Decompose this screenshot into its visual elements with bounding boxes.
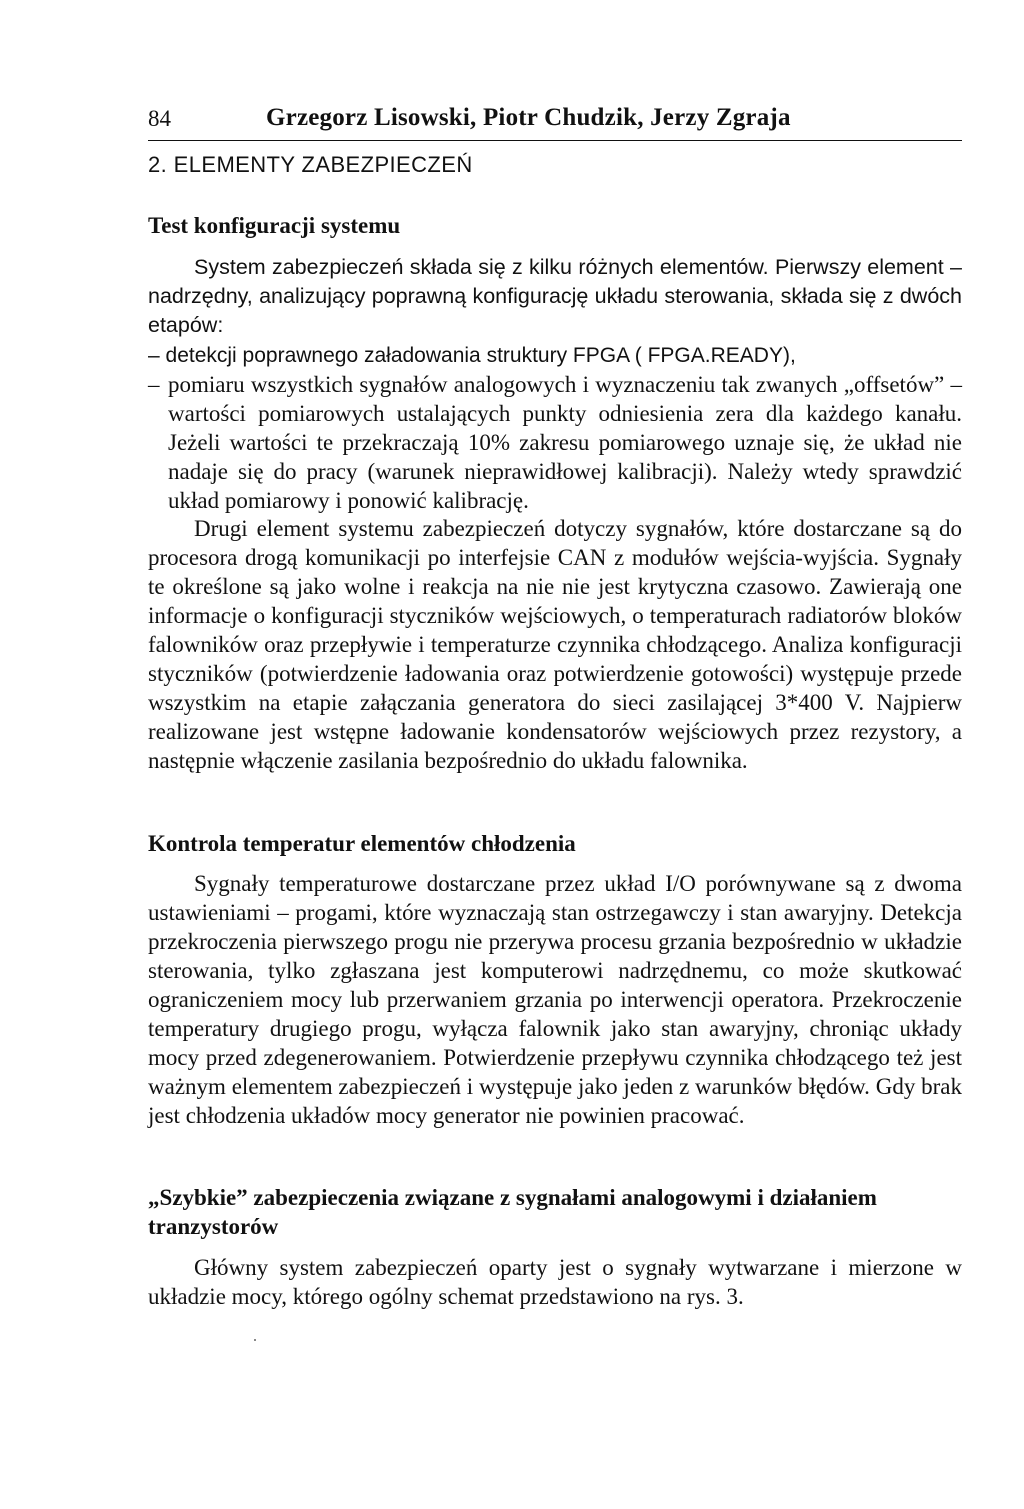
list-item-text: – detekcji poprawnego załadowania struktury FPGA ( FPGA.READY), — [148, 344, 796, 367]
section-title: 2. ELEMENTY ZABEZPIECZEŃ — [148, 152, 473, 177]
scan-speck — [254, 1339, 256, 1341]
list-item — [148, 370, 962, 515]
paragraph-intro: System zabezpieczeń składa się z kilku różnych elementów. Pierwszy element – nadrzędny, analizujący poprawną konfigurację układu sterowania, składa się z dwóch etapów: — [148, 255, 962, 337]
paragraph-main-system: Główny system zabezpieczeń oparty jest o sygnały wytwarzane i mierzone w układzie mocy, którego ogólny schemat przedstawiono na rys. 3. — [148, 1255, 962, 1309]
paragraph-temperature: Sygnały temperaturowe dostarczane przez układ I/O porównywane są z dwoma ustawieniami – progami, które wyznaczają stan ostrzegawczy i stan awaryjny. Detekcja przekroczenia pierwszego progu nie przerywa procesu grzania bezpośrednio w układzie sterowania, tylko zgłaszana jest komputerowi nadrzędnemu, co może skutkować ograniczeniem mocy lub przerwaniem grzania po interwencji operatora. Przekroczenie temperatury drugiego progu, wyłącza falownik jako stan awaryjny, chroniąc układy mocy przed zdegenerowaniem. Potwierdzenie przepływu czynnika chłodzącego też jest ważnym elementem zabezpieczeń i występuje jako jeden z warunków błędów. Gdy brak jest chłodzenia układów mocy generator nie powinien pracować. — [148, 871, 962, 1128]
subheading-config-test: Test konfiguracji systemu — [148, 213, 401, 238]
subheading-temperature-control: Kontrola temperatur elementów chłodzenia — [148, 831, 576, 856]
running-header-authors: Grzegorz Lisowski, Piotr Chudzik, Jerzy Zgraja — [266, 104, 791, 131]
subheading-fast-protection: „Szybkie” zabezpieczenia związane z sygnałami analogowymi i działaniem tranzystorów — [148, 1185, 877, 1239]
list-dash: – — [148, 372, 160, 397]
list-item-text: pomiaru wszystkich sygnałów analogowych i wyznaczeniu tak zwanych „offsetów” – wartości pomiarowych ustalających punkty odniesienia zera dla każdego kanału. Jeżeli wartości te przekraczają 10% zakresu pomiarowego uznaje się, że układ nie nadaje się do pracy (warunek nieprawidłowej kalibracji). Należy wtedy sprawdzić układ pomiarowy i ponowić kalibrację. — [168, 372, 962, 513]
paragraph-second-element: Drugi element systemu zabezpieczeń dotyczy sygnałów, które dostarczane są do procesora drogą komunikacji po interfejsie CAN z modułów wejścia-wyjścia. Sygnały te określone są jako wolne i reakcja na nie nie jest krytyczna czasowo. Zawierają one informacje o konfiguracji styczników wejściowych, o temperaturach radiatorów bloków falowników oraz przepływie i temperaturze czynnika chłodzącego. Analiza konfiguracji styczników (potwierdzenie ładowania oraz potwierdzenie gotowości) występuje przede wszystkim na etapie załączania generatora do sieci zasilającej 3*400 V. Najpierw realizowane jest wstępne ładowanie kondensatorów wejściowych przez rezystory, a następnie włączenie zasilania bezpośrednio do układu falownika. — [148, 516, 962, 773]
page-number: 84 — [148, 106, 171, 131]
running-header — [148, 100, 962, 141]
stage-list — [148, 340, 962, 515]
list-item — [148, 340, 962, 370]
